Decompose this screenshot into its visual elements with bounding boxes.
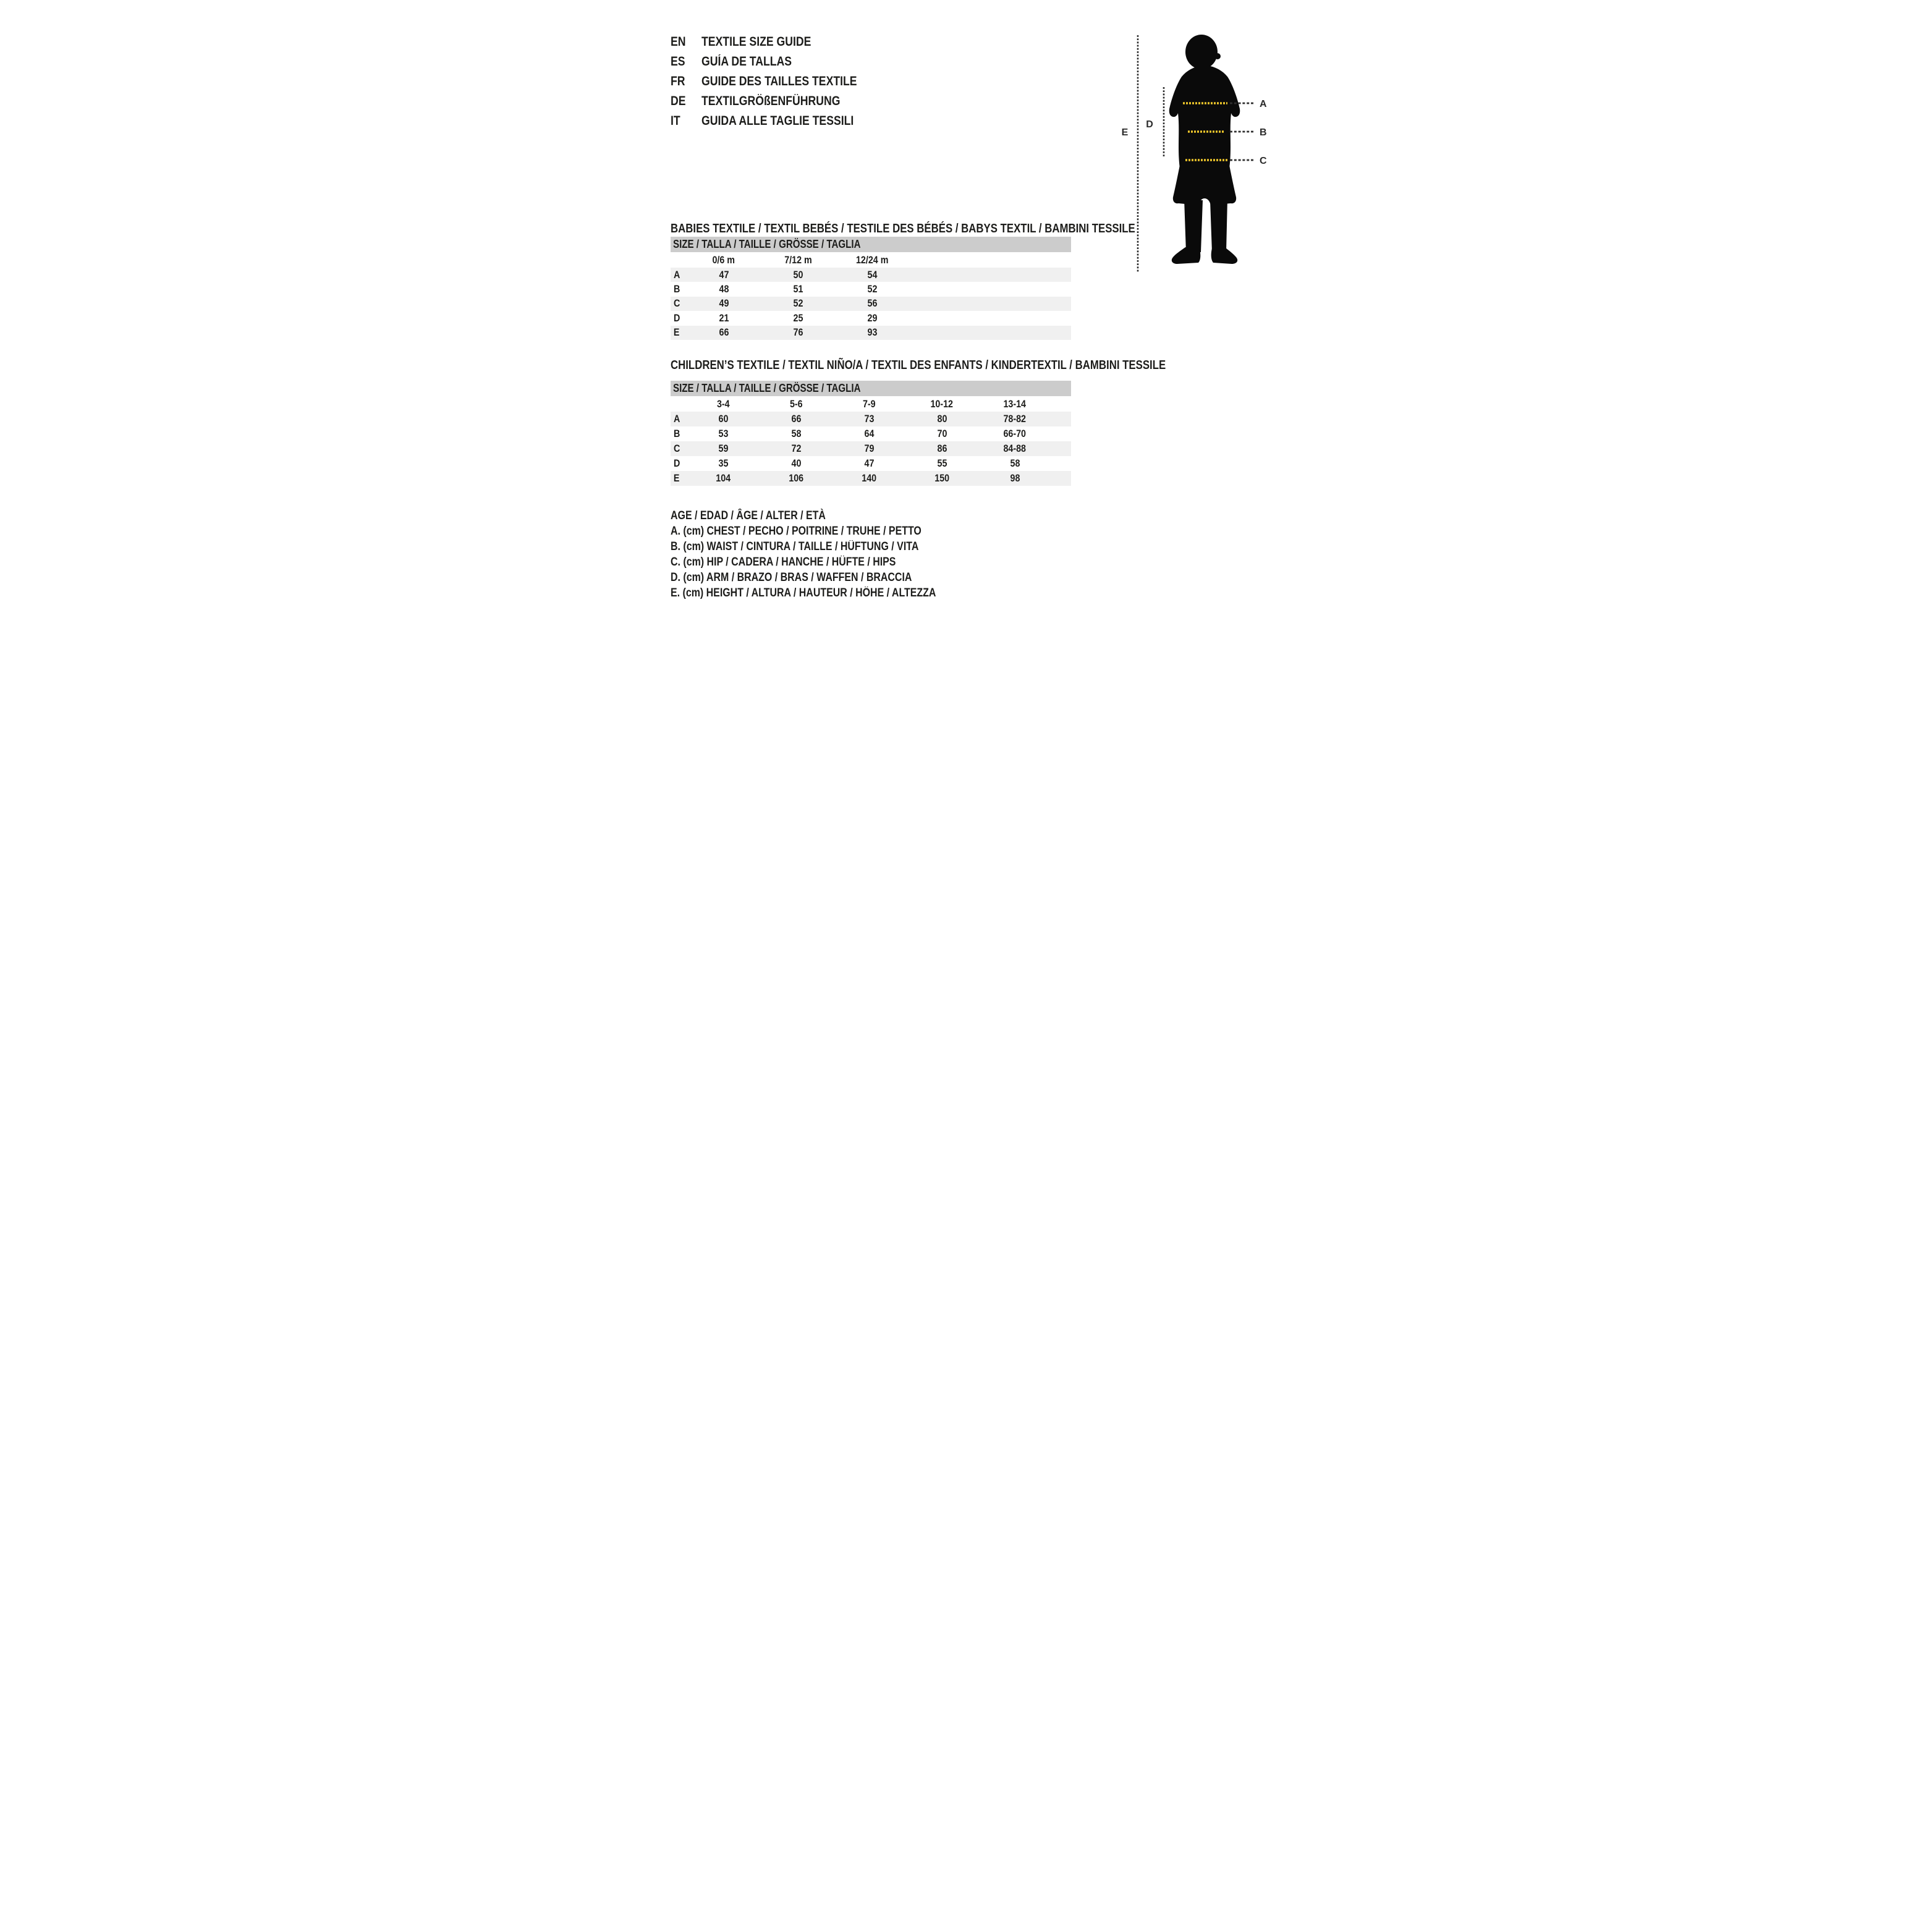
- language-title: GUIDE DES TAILLES TEXTILE: [701, 74, 857, 88]
- language-code: ES: [671, 54, 685, 69]
- language-title: GUÍA DE TALLAS: [701, 54, 792, 69]
- legend-arm: D. (cm) ARM / BRAZO / BRAS / WAFFEN / BRACCIA: [671, 570, 912, 584]
- table-row: [671, 268, 1071, 282]
- language-row-de: [671, 91, 886, 111]
- column-header: 0/6 m: [712, 253, 735, 266]
- cell: 66: [719, 326, 729, 339]
- legend-chest: A. (cm) CHEST / PECHO / POITRINE / TRUHE / PETTO: [671, 524, 922, 538]
- cell: 76: [793, 326, 803, 339]
- cell: 106: [789, 472, 803, 484]
- size-guide-page: [644, 0, 1288, 644]
- table-row: [671, 456, 1071, 471]
- measurement-figure: [1120, 31, 1288, 278]
- language-code: DE: [671, 94, 686, 108]
- cell: 52: [793, 297, 803, 310]
- table-row: [671, 326, 1071, 340]
- cell: 86: [937, 443, 947, 454]
- cell: 25: [793, 311, 803, 324]
- children-column-headers: [671, 396, 1071, 412]
- cell: 150: [934, 472, 949, 484]
- cell: 60: [718, 413, 728, 425]
- cell: 140: [862, 472, 876, 484]
- row-label: A: [673, 413, 680, 425]
- language-code: FR: [671, 74, 685, 88]
- table-row: [671, 311, 1071, 325]
- cell: 66-70: [1003, 428, 1027, 439]
- row-label: B: [673, 428, 680, 439]
- babies-column-headers: [671, 252, 1071, 268]
- cell: 66: [791, 413, 801, 425]
- row-label: C: [673, 297, 680, 310]
- table-row: [671, 412, 1071, 426]
- babies-table-header: SIZE / TALLA / TAILLE / GRÖSSE / TAGLIA: [671, 237, 1071, 252]
- cell: 52: [867, 283, 877, 295]
- cell: 59: [718, 443, 728, 454]
- table-row: [671, 297, 1071, 311]
- cell: 53: [718, 428, 728, 439]
- legend-age: AGE / EDAD / ÂGE / ALTER / ETÀ: [671, 509, 826, 522]
- table-row: [671, 471, 1071, 486]
- cell: 78-82: [1003, 413, 1027, 425]
- table-row: [671, 441, 1071, 456]
- legend-height: E. (cm) HEIGHT / ALTURA / HAUTEUR / HÖHE / ALTEZZA: [671, 586, 936, 600]
- language-row-es: [671, 52, 886, 72]
- row-label: D: [673, 457, 680, 469]
- cell: 40: [791, 457, 801, 469]
- row-label: A: [673, 268, 680, 281]
- cell: 56: [867, 297, 877, 310]
- row-label: B: [673, 283, 680, 295]
- cell: 50: [793, 268, 803, 281]
- cell: 80: [937, 413, 947, 425]
- babies-size-table: [671, 237, 1071, 340]
- cell: 64: [864, 428, 874, 439]
- cell: 72: [791, 443, 801, 454]
- waist-label: B: [1260, 127, 1267, 138]
- row-label: E: [673, 326, 680, 339]
- cell: 35: [718, 457, 728, 469]
- cell: 21: [719, 311, 729, 324]
- cell: 98: [1010, 472, 1020, 484]
- language-title: TEXTILE SIZE GUIDE: [701, 35, 811, 49]
- language-row-it: [671, 111, 886, 131]
- table-row: [671, 282, 1071, 296]
- cell: 51: [793, 283, 803, 295]
- cell: 84-88: [1003, 443, 1027, 454]
- column-header: 7-9: [862, 397, 876, 410]
- cell: 47: [864, 457, 874, 469]
- table-row: [671, 426, 1071, 441]
- language-title: GUIDA ALLE TAGLIE TESSILI: [701, 114, 854, 128]
- cell: 58: [791, 428, 801, 439]
- language-code: IT: [671, 114, 680, 128]
- column-header: 13-14: [1003, 397, 1027, 410]
- column-header: 3-4: [716, 397, 730, 410]
- cell: 49: [719, 297, 729, 310]
- cell: 70: [937, 428, 947, 439]
- legend-hip: C. (cm) HIP / CADERA / HANCHE / HÜFTE / HIPS: [671, 555, 896, 569]
- language-row-en: [671, 32, 886, 52]
- language-list: [671, 32, 886, 131]
- measurement-legend: [671, 508, 986, 601]
- cell: 58: [1010, 457, 1020, 469]
- children-section-title: CHILDREN’S TEXTILE / TEXTIL NIÑO/A / TEXTIL DES ENFANTS / KINDERTEXTIL / BAMBINI TESSILE: [671, 358, 1166, 372]
- hip-label: C: [1260, 156, 1267, 166]
- cell: 29: [867, 311, 877, 324]
- column-header: 10-12: [930, 397, 954, 410]
- children-size-table: [671, 381, 1071, 486]
- chest-label: A: [1260, 99, 1267, 109]
- cell: 93: [867, 326, 877, 339]
- height-label: E: [1121, 127, 1129, 138]
- column-header: 7/12 m: [784, 253, 812, 266]
- column-header: 12/24 m: [855, 253, 889, 266]
- row-label: D: [673, 311, 680, 324]
- arm-label: D: [1146, 119, 1153, 130]
- language-row-fr: [671, 72, 886, 91]
- babies-section-title: BABIES TEXTILE / TEXTIL BEBÉS / TESTILE DES BÉBÉS / BABYS TEXTIL / BAMBINI TESSILE: [671, 222, 1135, 235]
- cell: 73: [864, 413, 874, 425]
- legend-waist: B. (cm) WAIST / CINTURA / TAILLE / HÜFTUNG / VITA: [671, 540, 919, 553]
- language-title: TEXTILGRÖßENFÜHRUNG: [701, 94, 841, 108]
- cell: 104: [716, 472, 731, 484]
- language-code: EN: [671, 35, 686, 49]
- row-label: C: [673, 443, 680, 454]
- cell: 47: [719, 268, 729, 281]
- children-table-header: SIZE / TALLA / TAILLE / GRÖSSE / TAGLIA: [671, 381, 1071, 396]
- column-header: 5-6: [789, 397, 803, 410]
- cell: 54: [867, 268, 877, 281]
- row-label: E: [673, 472, 680, 484]
- cell: 48: [719, 283, 729, 295]
- cell: 79: [864, 443, 874, 454]
- cell: 55: [937, 457, 947, 469]
